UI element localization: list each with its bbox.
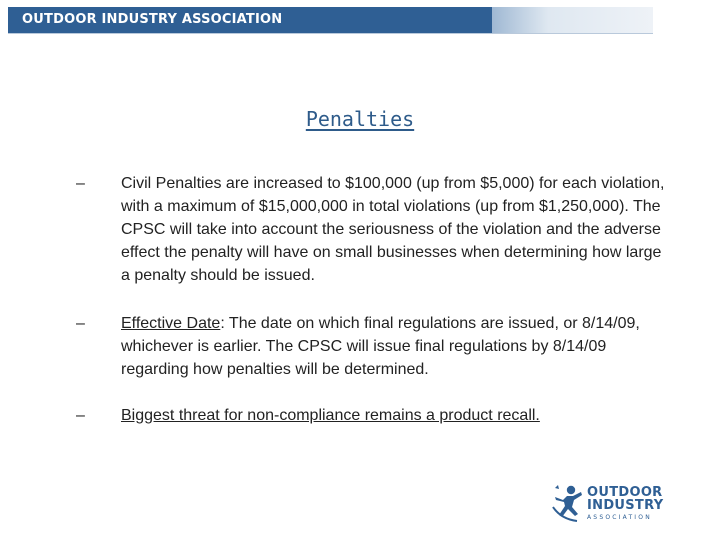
- logo-text-industry: INDUSTRY: [587, 498, 664, 513]
- header-divider: [8, 33, 653, 34]
- header-banner-fade: [492, 7, 653, 33]
- bullet-marker: –: [76, 407, 85, 424]
- header-title: OUTDOOR INDUSTRY ASSOCIATION: [22, 12, 283, 27]
- effective-date-label: Effective Date: [121, 315, 221, 332]
- effective-date-text: : The date on which final regulations are issued, or 8/14/09, whichever is earlier. The CPSC will issue final regulations by 8/14/09 regarding how penalties will be determined.: [121, 315, 640, 378]
- footer-logo: [551, 483, 666, 527]
- slide-title-text: Penalties: [305, 107, 415, 131]
- logo-text-association: ASSOCIATION: [587, 514, 652, 521]
- bullet-text: Biggest threat for non-compliance remains a product recall.: [121, 407, 540, 424]
- bullet-text: [121, 312, 669, 381]
- bullet-text: Civil Penalties are increased to $100,000 (up from $5,000) for each violation, with a maximum of $15,000,000 in total violations (up from $1,250,000). The CPSC will take into account the seriousness of the violation and the adverse effect the penalty will have on small businesses when determining how large a penalty should be issued.: [121, 175, 665, 284]
- outdoor-figure-icon: [551, 483, 585, 525]
- bullet-marker: –: [76, 315, 85, 332]
- logo-text-outdoor: OUTDOOR: [587, 485, 663, 500]
- bullet-marker: –: [76, 175, 85, 192]
- slide-title: [0, 107, 720, 131]
